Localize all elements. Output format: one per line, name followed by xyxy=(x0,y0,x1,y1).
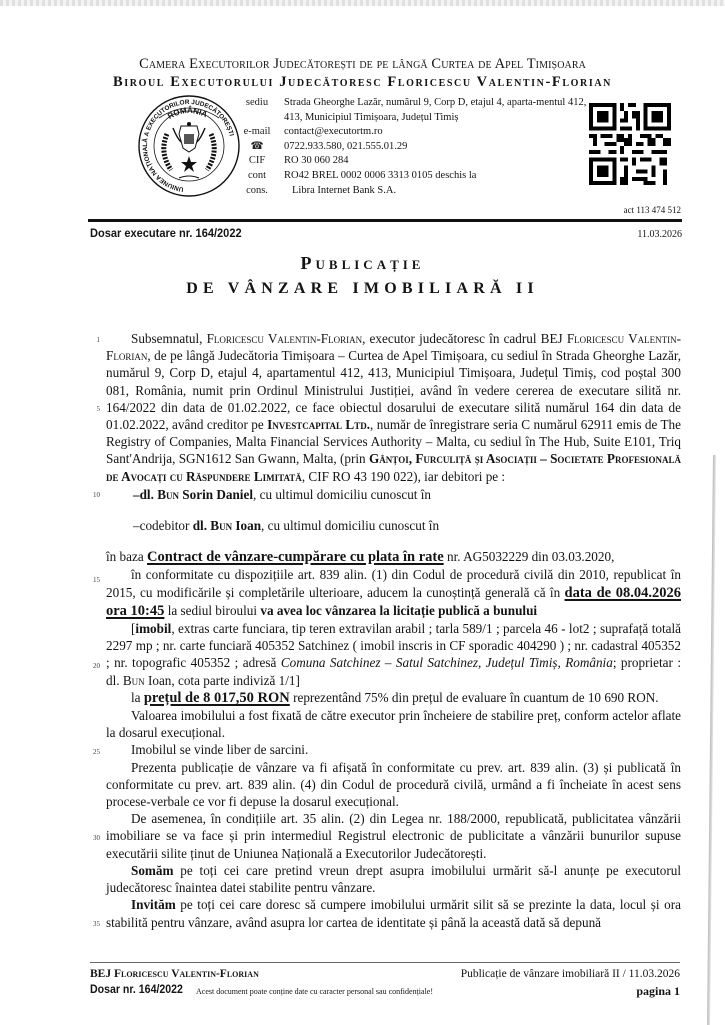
qr-code-icon xyxy=(589,103,671,185)
confidentiality-notice: Acest document poate conține date cu caracter personal sau confidențiale! xyxy=(196,987,433,996)
text: , de pe lângă Judecătoria Timișoara – Curtea de Apel Timișoara, cu sediul în Strada Gheorghe Lazăr, numărul 9, Corp D, etajul 4, apartamentul 412, 413, Municipiul Timișoara, Județul Timiș, cod poștal 300 081, România, numit prin Ordinul Ministrului Justiției, având în vedere cererea de executare silită nr. 164/2022 din data de 01.02.2022, ce face obiectul dosarului de executare silită numărul 164 din data de 01.02.2022, având creditor pe xyxy=(106,348,681,433)
text: [ xyxy=(131,621,136,637)
text-bold: Somăm xyxy=(131,862,174,878)
svg-text:UNIUNEA NAȚIONALĂ A EXECUTORIL: UNIUNEA NAȚIONALĂ A EXECUTORILOR JUDECĂTOREȘTI xyxy=(141,98,235,193)
contact-block xyxy=(236,96,592,198)
unej-seal-logo xyxy=(137,94,241,198)
footer-office: BEJ Floricescu Valentin-Florian xyxy=(90,968,259,980)
debtor-2 xyxy=(106,517,681,534)
debtor-1 xyxy=(106,486,681,503)
line-number: 30 xyxy=(93,834,100,842)
publication-paragraph: Prezenta publicație de vânzare va fi afișată în conformitate cu prev. art. 839 alin. (3) și publicată în conformitate cu prev. art. 839 alin. (4) din Codul de procedură civilă, urmând a fi încheiate în acest sens procese-verbale ce vor fi depuse la dosarul execuțional. xyxy=(106,759,681,810)
line-number: 35 xyxy=(93,920,100,928)
line-number: 10 xyxy=(93,491,100,499)
contact-key: sediu xyxy=(245,97,269,108)
office-name: Floricescu Valentin-Florian xyxy=(106,331,681,364)
debtor-given-name: Sorin Daniel xyxy=(178,486,253,502)
footer-case-number: Dosar nr. 164/2022 xyxy=(90,984,183,996)
starting-price: prețul de 8 017,50 RON xyxy=(143,689,290,706)
owner-surname: Bun xyxy=(122,672,145,688)
encumbrance-paragraph: Imobilul se vinde liber de sarcini. xyxy=(131,742,309,758)
contract-title: Contract de vânzare-cumpărare cu plata în rate xyxy=(147,549,444,566)
document-subtitle: DE VÂNZARE IMOBILIARĂ II xyxy=(186,280,539,297)
line-number: 15 xyxy=(93,576,100,584)
summons-paragraph xyxy=(106,862,681,896)
dash: – xyxy=(133,486,140,502)
header-divider xyxy=(88,219,682,222)
text: , executor judecătoresc în cadrul BEJ xyxy=(362,331,567,346)
text: , cu ultimul domiciliu cunoscut în xyxy=(253,486,432,502)
contact-row-bank xyxy=(236,184,592,199)
contact-row-cif xyxy=(236,154,592,169)
svg-text:ROMÂNIA: ROMÂNIA xyxy=(166,105,209,121)
case-number: Dosar executare nr. 164/2022 xyxy=(90,226,242,240)
document-body xyxy=(106,330,681,931)
office-heading: Biroul Executorului Judecătoresc Floricescu Valentin-Florian xyxy=(113,74,612,90)
property-address: Comuna Satchinez – Satul Satchinez, Județul Timiș, România xyxy=(280,655,613,671)
law-firm-name: Gânțoi, Furculiță și Asociații – Societate Profesională de Avocați cu Răspundere Limitată xyxy=(106,451,681,484)
text: ; proprietar : dl. xyxy=(106,655,681,688)
debtor-surname: Bun xyxy=(210,518,233,534)
text: în baza xyxy=(106,549,148,565)
document-date: 11.03.2026 xyxy=(637,229,682,240)
text: , cu ultimul domiciliu cunoscut în xyxy=(261,518,440,534)
email-link[interactable]: contact@executortm.ro xyxy=(284,126,383,138)
text: , extras carte funciara, tip teren extravilan arabil ; tarla 589/1 ; parcela 46 - lot2 ; suprafață totală 2297 mp ; nr. carte funciară 405352 Satchinez ( imobil inscris in CF sporadic 404290 ) ; nr. cadastral 405352 ; nr. topografic 405352 ; adresă xyxy=(106,621,681,671)
line-number: 25 xyxy=(93,748,100,756)
footer-document-reference: Publicație de vânzare imobiliară II / 11.03.2026 xyxy=(460,968,680,980)
creditor-name: Investcapital Ltd. xyxy=(267,417,371,433)
act-number: act 113 474 512 xyxy=(623,205,681,215)
text: , CIF RO 43 190 022), iar debitori pe : xyxy=(301,468,506,484)
page-edge-shadow xyxy=(707,455,716,1025)
text: Ioan, cota parte indiviză 1/1] xyxy=(144,672,300,688)
document-title: Publicație xyxy=(300,253,425,273)
contact-value: Strada Gheorghe Lazăr, numărul 9, Corp D, etajul 4, aparta-mentul 412, 413, Municipiul Timișoara, Județul Timiș xyxy=(284,97,587,123)
executor-name: Floricescu Valentin-Florian xyxy=(206,331,363,346)
spacer xyxy=(106,534,681,548)
dash: – xyxy=(133,518,140,534)
footer-divider xyxy=(90,962,680,963)
auction-datetime: data de 08.04.2026 ora 10:45 xyxy=(106,584,681,619)
contact-value: RO42 BREL 0002 0006 3313 0105 deschis la xyxy=(284,169,477,181)
text: reprezentând 75% din prețul de evaluare în cuantum de 10 690 RON. xyxy=(289,689,659,705)
contact-value: RO 30 060 284 xyxy=(284,155,349,167)
line-number: 20 xyxy=(93,662,100,670)
line-number: 5 xyxy=(96,405,100,413)
phone-icon: ☎ xyxy=(250,140,264,152)
text: dl. xyxy=(139,486,158,502)
contact-key: CIF xyxy=(248,155,266,167)
page-number: pagina 1 xyxy=(636,984,680,998)
coat-of-arms-seal-icon xyxy=(137,94,241,198)
price-paragraph xyxy=(106,689,681,707)
contact-row-email xyxy=(236,125,592,140)
valuation-paragraph: Valoarea imobilului a fost fixată de către executor prin încheiere de stabilire preț, conform actelor aflate la dosarul execuțional. xyxy=(106,708,681,741)
registry-paragraph: De asemenea, în condițiile art. 35 alin. (2) din Legea nr. 188/2000, republicată, publicitatea vânzării imobiliare se va face și prin intermediul Registrul electronic de publicitate a vânzării bunurilor supuse executării silite ținut de Uniunea Națională a Executorilor Judecătorești. xyxy=(106,811,681,861)
contact-value: 0722.933.580, 021.555.01.29 xyxy=(284,140,408,152)
property-paragraph xyxy=(106,620,681,689)
text: la sediul biroului xyxy=(164,602,261,618)
qr-code xyxy=(589,103,671,185)
contact-key: cons. xyxy=(246,184,268,196)
text: nr. AG5032229 din 03.03.2020, xyxy=(443,549,615,565)
property-kind: imobil xyxy=(135,621,172,637)
line-number: 1 xyxy=(96,336,100,344)
intro-paragraph xyxy=(106,330,681,485)
text: pe toți cei care doresc să cumpere imobilului urmărit silit să se prezinte la data, locul și ora stabilită pentru vânzare, având asupra lor cartea de identitate și până la această dată să depună xyxy=(106,897,681,930)
spacer xyxy=(106,503,681,517)
chamber-heading: Camera Executorilor Judecătorești de pe lângă Curtea de Apel Timișoara xyxy=(139,56,586,72)
text-bold: Invităm xyxy=(131,897,176,913)
contact-key: cont xyxy=(247,169,267,181)
text: la xyxy=(131,689,144,705)
text: în conformitate cu dispozițiile art. 839 alin. (1) din Codul de procedură civilă din 2010, republicat în 2015, cu modificările și completările ulterioare, aducem la cunoștință generală că în xyxy=(106,567,681,600)
auction-paragraph xyxy=(106,566,681,620)
text: dl. xyxy=(192,518,211,534)
contact-row-phone xyxy=(236,140,592,155)
debtor-given-name: Ioan xyxy=(232,518,262,534)
scan-artifact xyxy=(0,0,725,6)
contact-value: Libra Internet Bank S.A. xyxy=(292,184,397,196)
text: codebitor xyxy=(139,518,193,534)
text: Subsemnatul, xyxy=(131,331,207,346)
contract-paragraph xyxy=(106,548,681,566)
contact-row-address xyxy=(236,96,592,125)
debtor-surname: Bun xyxy=(157,486,179,502)
invitation-paragraph xyxy=(106,896,681,930)
text: pe toți cei care pretind vreun drept asupra imobilului urmărit să-l anunțe pe executorul judecătoresc înaintea datei stabilite pentru vânzare. xyxy=(106,862,681,896)
contact-key: e-mail xyxy=(243,126,271,138)
contact-row-account xyxy=(236,169,592,184)
auction-statement: va avea loc vânzarea la licitație publică a bunului xyxy=(260,602,538,618)
text: , număr de înregistrare seria C numărul 62911 emis de The Registry of Companies, Malta Financial Services Authority – Malta, cu sediul în The Hub, Suite E101, Triq Sant'Andrija, SGN1612 San Gwann, Malta, (prin xyxy=(106,417,681,467)
